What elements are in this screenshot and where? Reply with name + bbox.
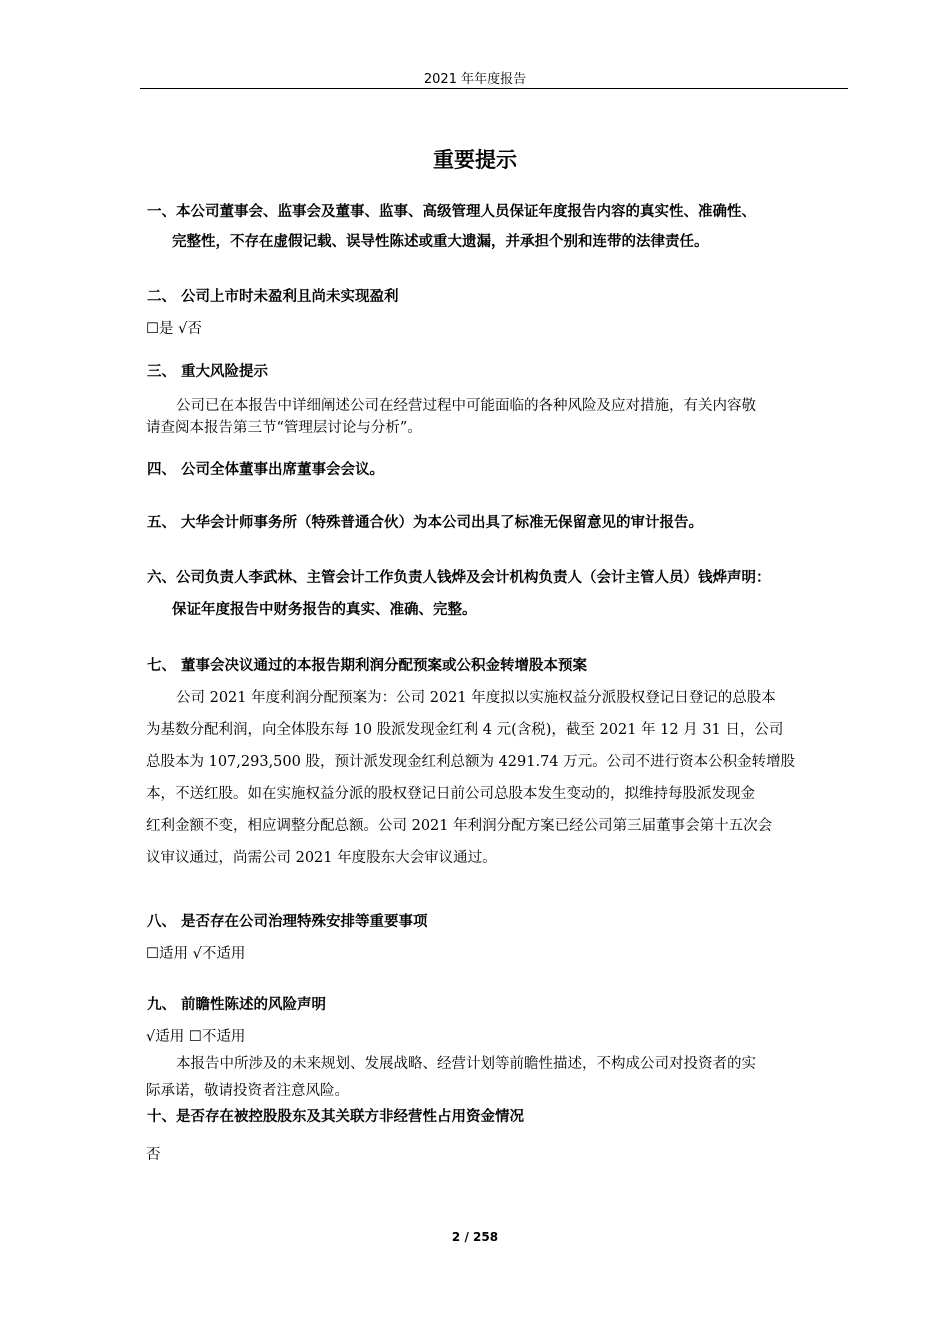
section-1-line-2: 完整性，不存在虚假记载、误导性陈述或重大遗漏，并承担个别和连带的法律责任。 [172, 234, 709, 250]
section-9-line-1: 本报告中所涉及的未来规划、发展战略、经营计划等前瞻性描述，不构成公司对投资者的实 [176, 1056, 756, 1072]
section-3-line-1: 公司已在本报告中详细阐述公司在经营过程中可能面临的各种风险及应对措施，有关内容敬 [176, 398, 756, 414]
section-8-heading: 八、 是否存在公司治理特殊安排等重要事项 [147, 914, 428, 930]
header-divider [140, 88, 848, 89]
section-3-heading: 三、 重大风险提示 [147, 364, 269, 380]
page-title: 重要提示 [433, 148, 517, 172]
section-7-heading: 七、 董事会决议通过的本报告期利润分配预案或公积金转增股本预案 [147, 658, 588, 674]
section-2-options: ☐是 √否 [146, 321, 202, 337]
section-4-heading: 四、 公司全体董事出席董事会会议。 [147, 462, 385, 478]
section-7-line-3: 总股本为 107,293,500 股，预计派发现金红利总额为 4291.74 万元。公司不进行资本公积金转增股 [146, 754, 796, 770]
section-6-line-1: 六、公司负责人李武林、主管会计工作负责人钱烨及会计机构负责人（会计主管人员）钱烨声明： [147, 570, 771, 586]
section-10-answer: 否 [146, 1147, 161, 1163]
section-9-line-2: 际承诺，敬请投资者注意风险。 [146, 1083, 349, 1099]
section-3-line-2: 请查阅本报告第三节“管理层讨论与分析”。 [146, 420, 422, 436]
section-7-line-4: 本，不送红股。如在实施权益分派的股权登记日前公司总股本发生变动的，拟维持每股派发现金 [146, 786, 755, 802]
section-1-line-1: 一、本公司董事会、监事会及董事、监事、高级管理人员保证年度报告内容的真实性、准确性、 [147, 204, 756, 220]
section-2-heading: 二、 公司上市时未盈利且尚未实现盈利 [147, 289, 399, 305]
section-7-line-6: 议审议通过，尚需公司 2021 年度股东大会审议通过。 [146, 850, 497, 866]
section-7-line-5: 红利金额不变，相应调整分配总额。公司 2021 年利润分配方案已经公司第三届董事会第十五次会 [146, 818, 773, 834]
page-number: 2 / 258 [451, 1230, 499, 1244]
section-5-heading: 五、 大华会计师事务所（特殊普通合伙）为本公司出具了标准无保留意见的审计报告。 [147, 515, 704, 531]
section-10-heading: 十、是否存在被控股股东及其关联方非经营性占用资金情况 [147, 1109, 524, 1125]
section-6-line-2: 保证年度报告中财务报告的真实、准确、完整。 [172, 602, 477, 618]
section-9-options: √适用 ☐不适用 [146, 1029, 246, 1045]
section-7-line-1: 公司 2021 年度利润分配预案为：公司 2021 年度拟以实施权益分派股权登记日登记的总股本 [176, 690, 776, 706]
running-header: 2021 年年度报告 [423, 72, 527, 87]
section-9-heading: 九、 前瞻性陈述的风险声明 [147, 997, 327, 1013]
section-8-options: ☐适用 √不适用 [146, 946, 246, 962]
section-7-line-2: 为基数分配利润，向全体股东每 10 股派发现金红利 4 元(含税)，截至 2021 年 12 月 31 日，公司 [146, 722, 784, 738]
